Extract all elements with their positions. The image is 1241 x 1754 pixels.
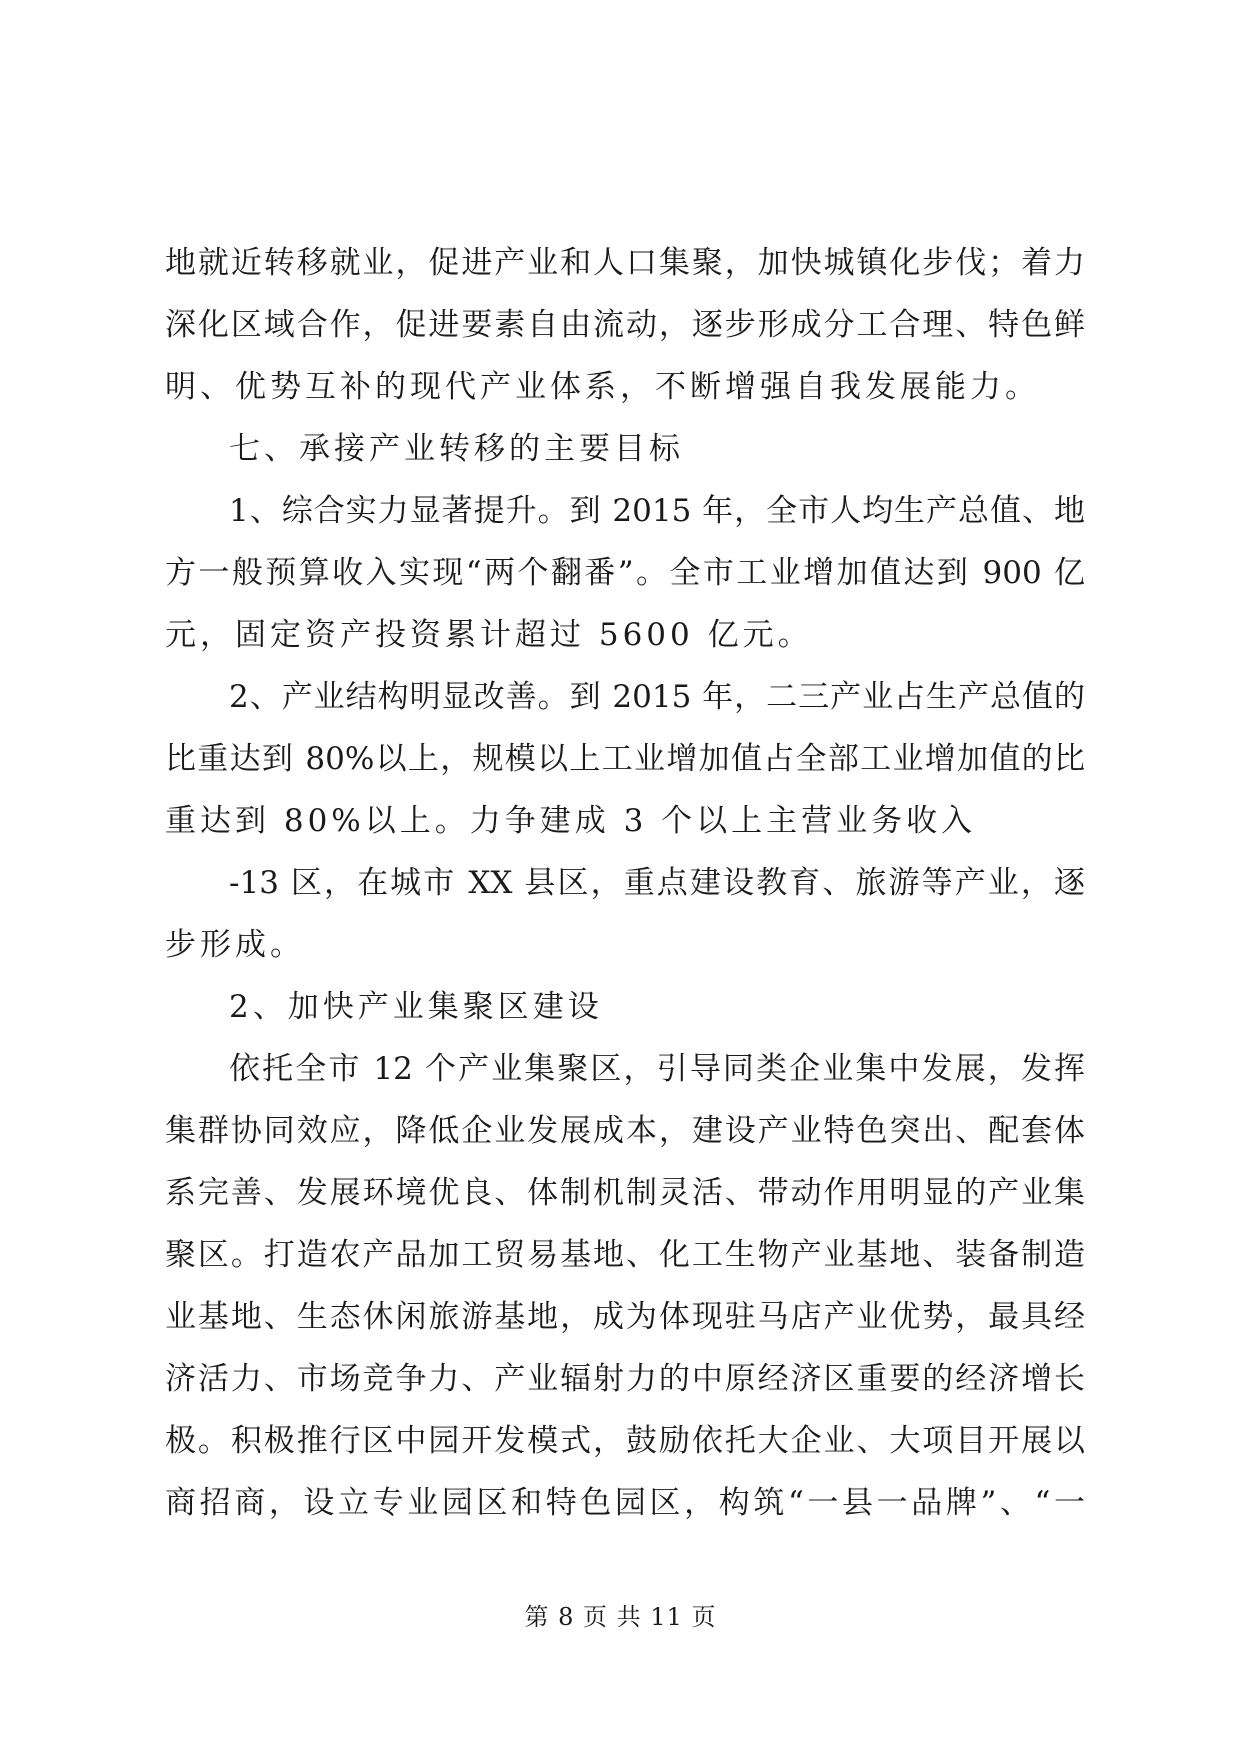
text-line-8: 2、产业结构明显改善。到 2015 年，二三产业占生产总值的: [229, 679, 1085, 715]
page-number-footer: 第 8 页 共 11 页: [524, 1603, 717, 1631]
text-line-18: 业基地、生态休闲旅游基地，成为体现驻马店产业优势，最具经: [165, 1299, 1085, 1335]
text-line-15: 集群协同效应，降低企业发展成本，建设产业特色突出、配套体: [165, 1113, 1085, 1149]
text-line-2: 深化区域合作，促进要素自由流动，逐步形成分工合理、特色鲜: [165, 307, 1085, 343]
text-line-1: 地就近转移就业，促进产业和人口集聚，加快城镇化步伐；着力: [165, 245, 1085, 281]
text-line-20: 极。积极推行区中园开发模式，鼓励依托大企业、大项目开展以: [165, 1423, 1085, 1459]
text-line-16: 系完善、发展环境优良、体制机制灵活、带动作用明显的产业集: [165, 1175, 1085, 1211]
text-line-11: -13 区，在城市 XX 县区，重点建设教育、旅游等产业，逐: [229, 865, 1085, 901]
text-line-5: 1、综合实力显著提升。到 2015 年，全市人均生产总值、地: [229, 493, 1085, 529]
text-line-7: 元，固定资产投资累计超过 5600 亿元。: [165, 617, 813, 653]
text-line-14: 依托全市 12 个产业集聚区，引导同类企业集中发展，发挥: [229, 1051, 1085, 1087]
text-line-12: 步形成。: [165, 927, 305, 963]
text-line-3: 明、优势互补的现代产业体系，不断增强自我发展能力。: [165, 369, 1040, 405]
subsection-heading-2: 2、加快产业集聚区建设: [229, 989, 603, 1025]
document-body: [165, 232, 1085, 1534]
text-line-10: 重达到 80%以上。力争建成 3 个以上主营业务收入: [165, 803, 977, 839]
text-line-6: 方一般预算收入实现“两个翻番”。全市工业增加值达到 900 亿: [165, 555, 1085, 591]
text-line-21: 商招商，设立专业园区和特色园区，构筑“一县一品牌”、“一: [165, 1485, 1085, 1521]
section-heading-7: 七、承接产业转移的主要目标: [229, 431, 684, 467]
text-line-17: 聚区。打造农产品加工贸易基地、化工生物产业基地、装备制造: [165, 1237, 1085, 1273]
text-line-9: 比重达到 80%以上，规模以上工业增加值占全部工业增加值的比: [165, 741, 1085, 777]
text-line-19: 济活力、市场竞争力、产业辐射力的中原经济区重要的经济增长: [165, 1361, 1085, 1397]
